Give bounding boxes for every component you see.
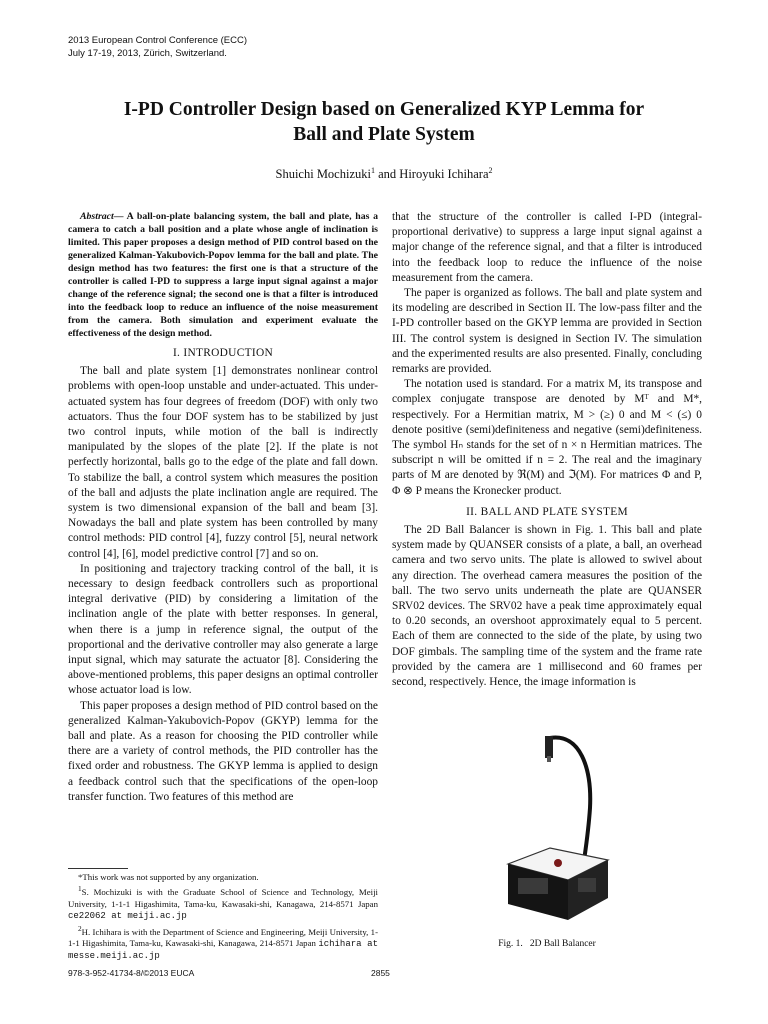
author-list — [60, 166, 708, 182]
footnote-2 — [68, 923, 378, 963]
intro-paragraph-2: In positioning and trajectory tracking control of the ball, it is necessary to design feedback controllers such as proportional integral derivative (PID) by considering a limitation of the inclination angle of the plate with better responses. In general, when there is a jump in reference signal, the output of the proportional and the derivative controller may also generate a large input signal, which may saturate the actuator [8]. Considering the above-mentioned problems, this paper designs an optimal controller whose actuator load is low. — [68, 562, 378, 697]
author-1-mark: 1 — [370, 166, 375, 175]
conference-info — [68, 34, 247, 60]
figure-caption: Fig. 1. 2D Ball Balancer — [498, 939, 596, 949]
conference-line-2: July 17-19, 2013, Zürich, Switzerland. — [68, 48, 227, 59]
intro-paragraph-1: The ball and plate system [1] demonstrates nonlinear control problems with open-loop unstable and under-actuated. This under-actuated system has four degrees of freedom (DOF) with only two actuators. Thus the four DOF system has to be stabilized by just two control inputs, while motion of the ball is indirectly manipulated by the slopes of the plate [2]. If the plate is not perfectly horizontal, balls go to the edge of the plate and fall down. To stabilize the ball, a control system which measures the position of the ball and adjusts the plate inclination angle are required. The system is two dimensional expansion of the ball and beam [3]. Nowadays the ball and plate system has been controlled by many control methods: PID control [4], fuzzy control [5], neural network control [4], [6], model predictive control [7] and so on. — [68, 365, 378, 560]
author-2: Hiroyuki Ichihara — [399, 167, 489, 182]
paper-title — [60, 97, 708, 147]
section-heading-ball-and-plate: II. BALL AND PLATE SYSTEM — [466, 505, 628, 518]
section-heading-introduction: I. INTRODUCTION — [172, 347, 274, 359]
footnote-1 — [68, 883, 378, 922]
footnote-1-text: S. Mochizuki is with the Graduate School of Science and Technology, Meiji University, 1-1-1 Higashimita, Tama-ku, Kawasaki-shi, Kanagawa, 214-8571 Japan — [68, 887, 378, 909]
author-conjunction: and — [374, 167, 400, 182]
footnote-1-mark: 1 — [78, 884, 82, 894]
abstract — [68, 210, 378, 340]
ball-icon — [554, 859, 562, 867]
intro-continuation: that the structure of the controller is called I-PD (integral-proportional derivative) to suppress a large input signal against a major change of the reference signal, and that a filter is introduced into the feedback loop to reduce the influence of the noise measurement from the camera. — [392, 211, 702, 284]
organization-paragraph: The paper is organized as follows. The ball and plate system and its modeling are described in Section II. The low-pass filter and the I-PD controller based on the GKYP lemma are provided in Section III. The control system is designed in Section IV. The simulation and the experimented results are also presented. Finally, concluding remarks are provided. — [392, 287, 702, 376]
footnote-2-email[interactable]: ichihara at messe.meiji.ac.jp — [68, 938, 378, 962]
footnote-2-text: H. Ichihara is with the Department of Science and Engineering, Meiji University, 1-1-1 Higashimita, Tama-ku, Kawasaki-shi, Kanagawa, 214-8571 Japan — [68, 926, 378, 948]
footnote-0: *This work was not supported by any organization. — [78, 872, 259, 882]
footnote-2-mark: 2 — [78, 923, 82, 933]
footer-isbn: 978-3-952-41734-8/©2013 EUCA — [68, 968, 195, 978]
page-number: 2855 — [371, 968, 390, 978]
footnotes — [68, 872, 378, 963]
title-line-2: Ball and Plate System — [293, 124, 475, 145]
notation-paragraph: The notation used is standard. For a matrix M, its transpose and complex conjugate transpose are denoted by Mᵀ and M*, respectively. For a Hermitian matrix, M > (≥) 0 and M < (≤) 0 denote positive (semi)definiteness and negative (semi)definiteness. The symbol Hₙ stands for the set of n × n Hermitian matrices. The subscript n will be omitted if n = 2. The real and the imaginary parts of M are denoted by ℜ(M) and ℑ(M). For matrices Φ and P, Φ ⊗ P means the Kronecker product. — [392, 378, 702, 497]
intro-paragraph-3: This paper proposes a design method of PID control based on the generalized Kalman-Yakubovich-Popov (GKYP) lemma for the ball and plate. As a reason for choosing the PID controller while there are a variety of control methods, the PID controller has the fixed order and robustness. The GKYP lemma is applied to design a feedback control such that the specifications of the open-loop transfer function. Two features of this method are — [68, 699, 378, 803]
title-line-1: I-PD Controller Design based on Generalized KYP Lemma for — [123, 99, 645, 120]
conference-line-1: 2013 European Control Conference (ECC) — [68, 35, 248, 46]
right-column — [392, 210, 702, 690]
abstract-text: A ball-on-plate balancing system, the ball and plate, has a camera to catch a ball position and a plate whose angle of inclination is limited. This paper proposes a design method of PID control based on the generalized Kalman-Yakubovich-Popov lemma for the ball and plate. The design method has two features: the first one is that a structure of the controller is called I-PD to suppress a large input signal against a major change of the reference signal; the second one is that a filter is introduced into the feedback loop to reduce an influence of the noise measurement from the camera. Both simulation and experiment evaluate the effectiveness of the design method. — [68, 211, 378, 339]
author-2-mark: 2 — [488, 166, 493, 175]
ball-balancer-figure — [470, 728, 630, 928]
abstract-label: Abstract— — [80, 211, 124, 222]
author-1: Shuichi Mochizuki — [275, 167, 371, 182]
left-column — [68, 210, 378, 805]
ball-plate-paragraph-1: The 2D Ball Balancer is shown in Fig. 1. This ball and plate system made by QUANSER consists of a plate, a ball, an overhead camera and two servo units. The plate is allowed to swivel about any direction. The overhead camera measures the position of the ball. The two servo units underneath the plate are QUANSER SRV02 devices. The SRV02 have a peak time approximately equal to 0.20 seconds, an overshoot approximately equal to 5 percent. Each of them are connected to the side of the plate, by using two DOF gimbals. The sampling time of the system and the frame rate provided by the camera are 1 millisecond and 60 frames per second, respectively. Hence, the image information is — [392, 524, 702, 689]
footnote-rule — [68, 868, 128, 869]
footnote-1-email[interactable]: ce22062 at meiji.ac.jp — [68, 911, 187, 922]
